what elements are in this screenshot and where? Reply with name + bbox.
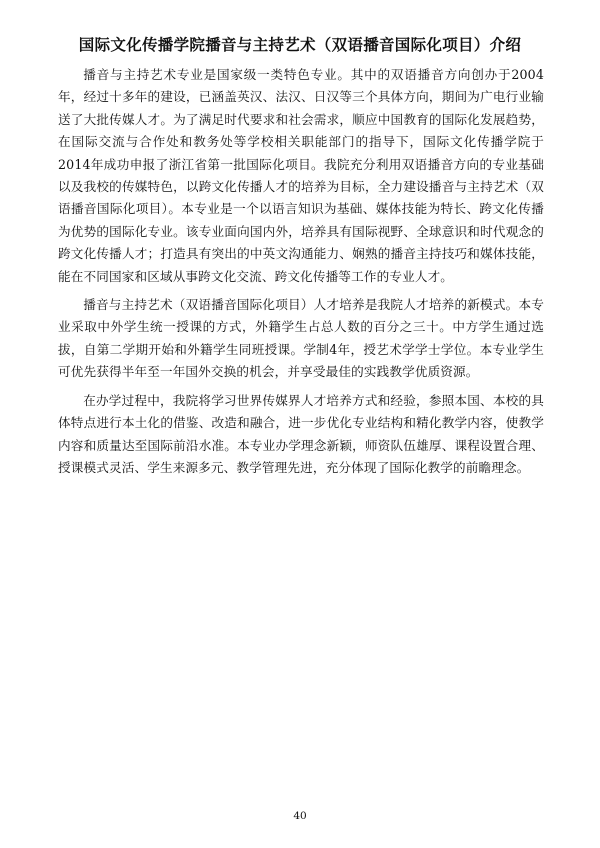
paragraph-introduction: 播音与主持艺术专业是国家级一类特色专业。其中的双语播音方向创办于2004年，经过十多年的建设，已涵盖英汉、法汉、日汉等三个具体方向，期间为广电行业输送了大批传媒人才。为了满足时代要求和社会需求，顺应中国教育的国际化发展趋势，在国际交流与合作处和教务处等学校相关职能部门的指导下，国际文化传播学院于2014年成功申报了浙江省第一批国际化项目。我院充分利用双语播音方向的专业基础以及我校的传媒特色，以跨文化传播人才的培养为目标，全力建设播音与主持艺术（双语播音国际化项目）。本专业是一个以语言知识为基础、媒体技能为特长、跨文化传播为优势的国际化专业。该专业面向国内外，培养具有国际视野、全球意识和时代观念的跨文化传播人才；打造具有突出的中英文沟通能力、娴熟的播音主持技巧和媒体技能，能在不同国家和区域从事跨文化交流、跨文化传播等工作的专业人才。 [58,67,544,284]
document-body [58,64,544,479]
page-number: 40 [293,810,307,822]
page-title: 国际文化传播学院播音与主持艺术（双语播音国际化项目）介绍 [78,36,522,54]
paragraph-training-model: 播音与主持艺术（双语播音国际化项目）人才培养是我院人才培养的新模式。本专业采取中外学生统一授课的方式，外籍学生占总人数的百分之三十。中方学生通过选拔，自第二学期开始和外籍学生同班授课。学制4年，授艺术学学士学位。本专业学生可优先获得半年至一年国外交换的机会，并享受最佳的实践教学优质资源。 [58,297,544,380]
paragraph-teaching-philosophy: 在办学过程中，我院将学习世界传媒界人才培养方式和经验，参照本国、本校的具体特点进行本土化的借鉴、改造和融合，进一步优化专业结构和精化教学内容，使教学内容和质量达至国际前沿水准。本专业办学理念新颖，师资队伍雄厚、课程设置合理、授课模式灵活、学生来源多元、教学管理先进，充分体现了国际化教学的前瞻理念。 [58,392,544,475]
